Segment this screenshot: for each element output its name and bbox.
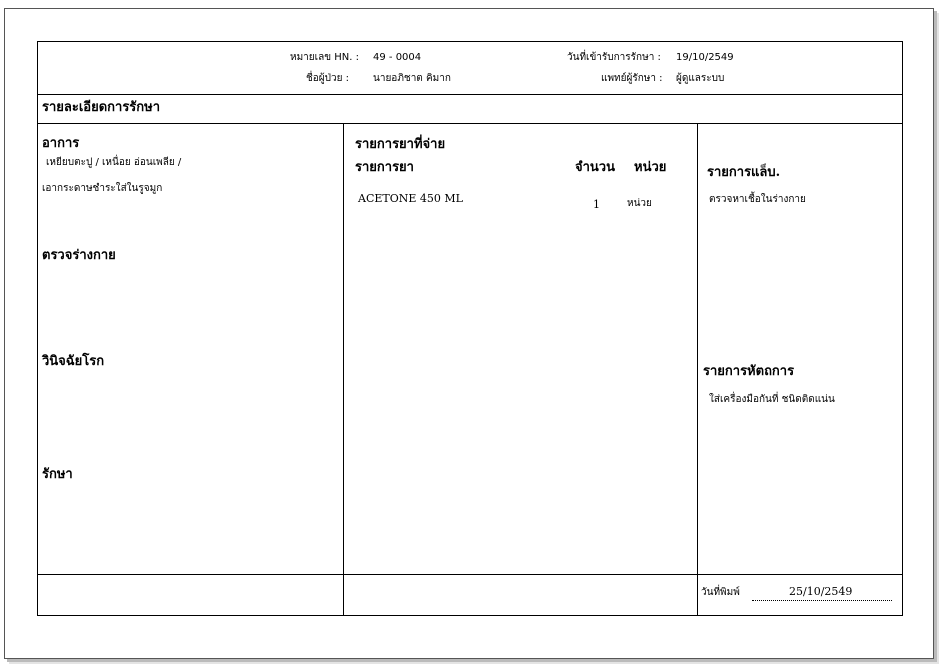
print-date-label: วันที่พิมพ์ (701, 587, 740, 598)
diagnosis-title: วินิจฉัยโรก (42, 354, 105, 369)
divider (37, 94, 903, 95)
symptoms-line-2: เอากระดาษชำระใส่ในรูจมูก (42, 183, 163, 194)
treatment-title: รักษา (42, 467, 73, 482)
admission-date-value: 19/10/2549 (676, 52, 734, 63)
patient-name-label: ชื่อผู้ป่วย : (306, 73, 350, 84)
physical-exam-title: ตรวจร่างกาย (42, 248, 116, 263)
column-divider (343, 123, 344, 616)
section-title: รายละเอียดการรักษา (42, 100, 161, 115)
symptoms-line-1: เหยียบตะปู / เหนื่อย อ่อนเพลีย / (46, 157, 182, 168)
medication-title: รายการยาที่จ่าย (355, 137, 446, 152)
doctor-value: ผู้ดูแลระบบ (676, 73, 725, 84)
print-date-value: 25/10/2549 (789, 585, 853, 598)
patient-name-value: นายอภิชาต คิมาก (373, 73, 451, 84)
procedure-item: ใส่เครื่องมือกันที่ ชนิดติดแน่น (709, 394, 835, 405)
medication-col-qty: จำนวน (575, 160, 615, 175)
medication-row-qty: 1 (593, 198, 600, 211)
column-divider (697, 123, 698, 616)
lab-item: ตรวจหาเชื้อในร่างกาย (709, 194, 806, 205)
lab-title: รายการแล็บ. (707, 165, 781, 180)
symptoms-title: อาการ (42, 136, 80, 151)
report-frame (37, 41, 903, 616)
medication-row-unit: หน่วย (627, 198, 652, 209)
medication-col-unit: หน่วย (634, 160, 667, 175)
divider (37, 574, 903, 575)
medication-row-item: ACETONE 450 ML (358, 192, 463, 205)
hn-value: 49 - 0004 (373, 52, 422, 63)
doctor-label: แพทย์ผู้รักษา : (601, 73, 663, 84)
admission-date-label: วันที่เข้ารับการรักษา : (567, 52, 661, 63)
divider (37, 123, 903, 124)
print-date-line (752, 600, 892, 601)
procedure-title: รายการหัตถการ (703, 364, 795, 379)
hn-label: หมายเลข HN. : (290, 52, 359, 63)
medication-col-item: รายการยา (355, 160, 414, 175)
